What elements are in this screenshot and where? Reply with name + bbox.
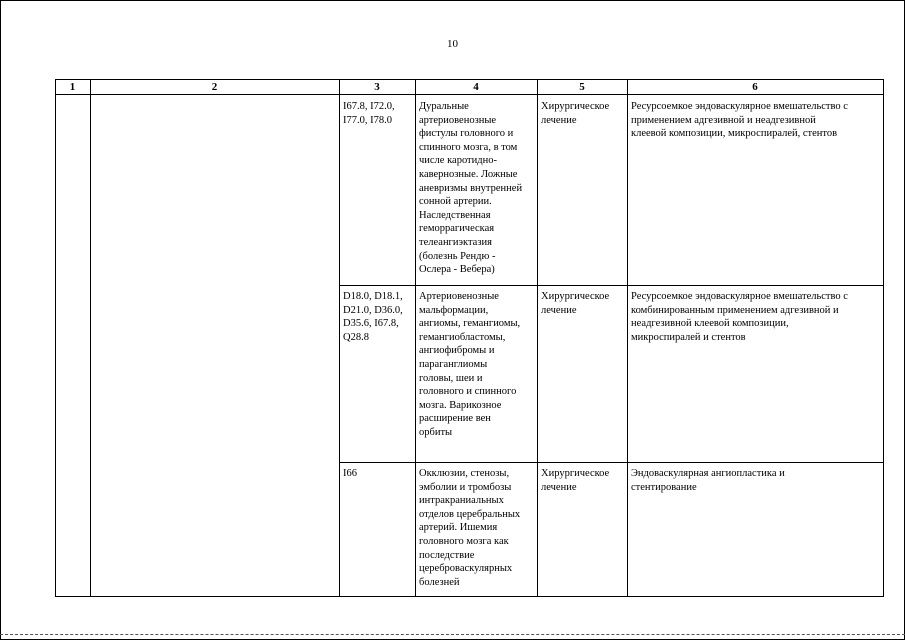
column-border (339, 79, 340, 596)
table-bottom-border (55, 596, 884, 597)
column-border (90, 79, 91, 596)
treatment-type-cell: Хирургическое лечение (541, 291, 610, 316)
column-border (537, 79, 538, 596)
column-border (415, 79, 416, 596)
treatment-method-cell: Ресурсоемкое эндоваскулярное вмешательство с комбинированным применением адгезивной и неадгезивной клеевой композиции, микроспиралей и стентов (631, 291, 848, 343)
column-header-4: 4 (473, 81, 479, 93)
column-border (55, 79, 56, 596)
treatment-method-cell: Эндоваскулярная ангиопластика и стентирование (631, 468, 785, 493)
row-divider (339, 462, 884, 463)
column-header-3: 3 (374, 81, 380, 93)
column-border (883, 79, 884, 596)
treatment-type-cell: Хирургическое лечение (541, 468, 610, 493)
header-bottom-border (55, 94, 884, 95)
treatment-type-cell: Хирургическое лечение (541, 101, 610, 126)
diagnosis-cell: Окклюзии, стенозы, эмболии и тромбозы интракраниальных отделов церебральных артерий. Ишемия головного мозга как последствие цереброваскулярных болезней (419, 468, 521, 588)
row-divider (339, 285, 884, 286)
treatment-method-cell: Ресурсоемкое эндоваскулярное вмешательство с применением адгезивной и неадгезивной клеевой композиции, микроспиралей, стентов (631, 101, 848, 140)
column-header-1: 1 (69, 81, 76, 93)
column-header-6: 6 (752, 81, 758, 93)
icd-codes-cell: I67.8, I72.0, I77.0, I78.0 (343, 101, 395, 126)
page-number: 10 (447, 38, 458, 50)
column-header-5: 5 (579, 81, 585, 93)
scan-bottom-edge (0, 634, 905, 636)
column-header-2: 2 (211, 81, 218, 93)
column-border (627, 79, 628, 596)
diagnosis-cell: Артериовенозные мальформации, ангиомы, гемангиомы, гемангиобластомы, ангиофибромы и параганглиомы головы, шеи и головного и спинного мозга. Варикозное расширение вен орбиты (419, 291, 521, 438)
icd-codes-cell: I66 (343, 468, 357, 479)
diagnosis-cell: Дуральные артериовенозные фистулы головного и спинного мозга, в том числе каротидно- кавернозные. Ложные аневризмы внутренней сонной артерии. Наследственная геморрагическая телеангиэктазия (болезнь Рендю - Ослера - Вебера) (419, 101, 523, 276)
icd-codes-cell: D18.0, D18.1, D21.0, D36.0, D35.6, I67.8, Q28.8 (343, 291, 403, 343)
